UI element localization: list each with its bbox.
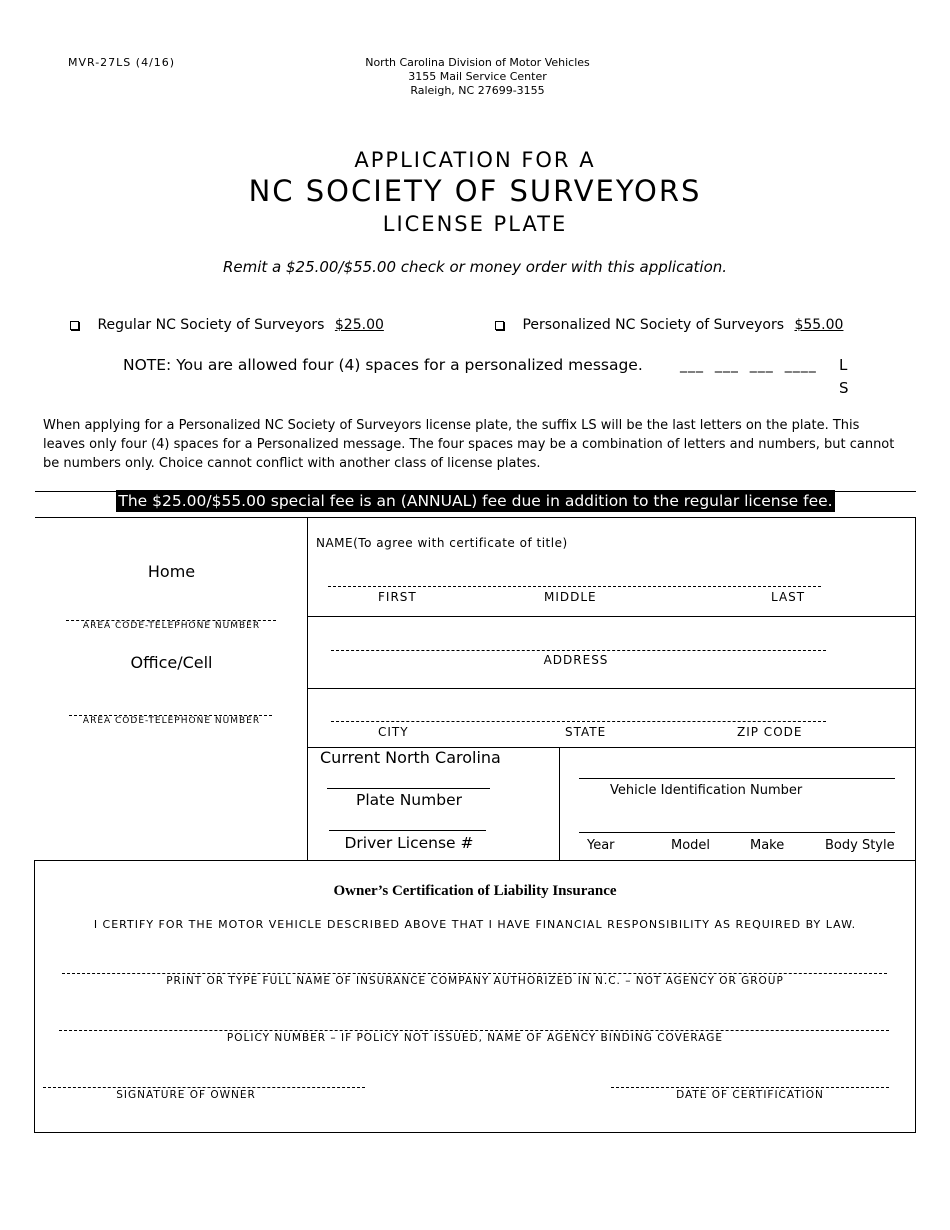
- plate-number-label: Plate Number: [356, 791, 462, 809]
- address-row-divider: [307, 688, 915, 689]
- instructions-paragraph: When applying for a Personalized NC Society of Surveyors license plate, the suffix LS will be the last letters on the plate. This leaves only four (4) spaces for a Personalized message. The four spaces may be a combination of letters and numbers, but cannot be numbers only. Choice cannot conflict with another class of license plates.: [43, 418, 895, 471]
- body-style-label: Body Style: [825, 838, 895, 853]
- make-label: Make: [750, 838, 785, 853]
- plate-number-line[interactable]: [327, 788, 490, 789]
- office-phone-label: Office/Cell: [130, 653, 213, 672]
- address-label: ADDRESS: [543, 653, 609, 667]
- agency-name: North Carolina Division of Motor Vehicles: [365, 56, 590, 69]
- personalized-message-blanks[interactable]: ___ ___ ___ ____: [680, 357, 817, 373]
- page-title: NC SOCIETY OF SURVEYORS: [248, 174, 702, 208]
- form-number: MVR-27LS (4/16): [68, 56, 176, 69]
- suffix-l: L: [839, 356, 848, 374]
- form-top-rule: [35, 517, 916, 518]
- fee-banner-text: The $25.00/$55.00 special fee is an (ANNUAL) fee due in addition to the regular license fee.: [118, 492, 833, 510]
- policy-number-label: POLICY NUMBER – IF POLICY NOT ISSUED, NAME OF AGENCY BINDING COVERAGE: [226, 1032, 724, 1044]
- agency-street: 3155 Mail Service Center: [408, 70, 547, 83]
- model-label: Model: [671, 838, 711, 853]
- name-row-divider: [307, 616, 915, 617]
- plate-vehicle-divider: [559, 747, 560, 861]
- home-phone-caption: AREA CODE-TELEPHONE NUMBER: [82, 621, 261, 631]
- first-name-label: FIRST: [378, 590, 417, 604]
- title-line3: LICENSE PLATE: [382, 212, 568, 236]
- insurance-company-label: PRINT OR TYPE FULL NAME OF INSURANCE COMPANY AUTHORIZED IN N.C. – NOT AGENCY OR GROUP: [166, 975, 784, 987]
- option-regular[interactable]: [70, 317, 384, 333]
- insurance-company-line[interactable]: [62, 973, 887, 974]
- address-line[interactable]: [331, 650, 826, 651]
- name-heading: NAME(To agree with certificate of title): [316, 536, 568, 550]
- home-phone-label: Home: [147, 562, 196, 581]
- personalized-note: NOTE: You are allowed four (4) spaces for a personalized message.: [123, 356, 643, 374]
- owner-signature-line[interactable]: [43, 1087, 365, 1088]
- vin-label: Vehicle Identification Number: [610, 783, 803, 798]
- city-state-zip-line[interactable]: [331, 721, 826, 722]
- option-personalized-label: Personalized NC Society of Surveyors: [522, 317, 784, 333]
- driver-license-label: Driver License #: [344, 834, 474, 852]
- owner-signature-label: SIGNATURE OF OWNER: [116, 1089, 256, 1101]
- insurance-certify-text: I CERTIFY FOR THE MOTOR VEHICLE DESCRIBED ABOVE THAT I HAVE FINANCIAL RESPONSIBILITY AS REQUIRED BY LAW.: [93, 918, 857, 931]
- vehicle-details-line[interactable]: [579, 832, 895, 833]
- title-line1: APPLICATION FOR A: [354, 148, 596, 172]
- fee-banner: [35, 490, 916, 512]
- option-regular-price: $25.00: [334, 317, 384, 333]
- checkbox-regular[interactable]: [70, 321, 79, 330]
- vin-line[interactable]: [579, 778, 895, 779]
- last-name-label: LAST: [771, 590, 806, 604]
- option-personalized[interactable]: [495, 317, 843, 333]
- agency-city: Raleigh, NC 27699-3155: [410, 84, 545, 97]
- driver-license-line[interactable]: [329, 830, 486, 831]
- zip-code-label: ZIP CODE: [737, 725, 803, 739]
- certification-date-label: DATE OF CERTIFICATION: [676, 1089, 824, 1101]
- suffix-s: S: [839, 379, 849, 397]
- checkbox-personalized[interactable]: [495, 321, 504, 330]
- option-regular-label: Regular NC Society of Surveyors: [97, 317, 325, 333]
- phone-column-divider: [307, 517, 308, 861]
- form-right-rule: [915, 517, 916, 861]
- year-label: Year: [587, 838, 615, 853]
- current-nc-label: Current North Carolina: [320, 748, 501, 767]
- policy-number-line[interactable]: [59, 1030, 889, 1031]
- middle-name-label: MIDDLE: [544, 590, 597, 604]
- insurance-title: Owner’s Certification of Liability Insurance: [333, 883, 617, 899]
- certification-date-line[interactable]: [611, 1087, 889, 1088]
- name-line[interactable]: [328, 586, 821, 587]
- remit-instructions: Remit a $25.00/$55.00 check or money order with this application.: [222, 258, 728, 276]
- office-phone-caption: AREA CODE-TELEPHONE NUMBER: [82, 716, 261, 726]
- option-personalized-price: $55.00: [794, 317, 844, 333]
- state-label: STATE: [565, 725, 607, 739]
- agency-address: [300, 56, 655, 98]
- city-label: CITY: [378, 725, 409, 739]
